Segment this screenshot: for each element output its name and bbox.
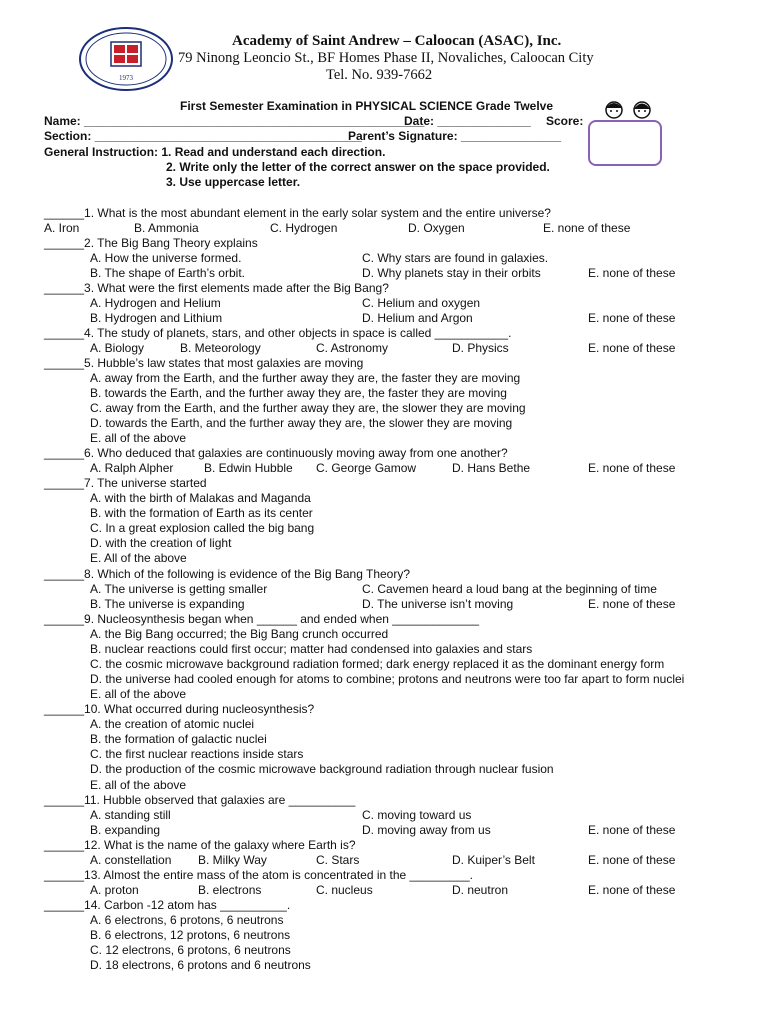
question-item[interactable]: ______6. Who deduced that galaxies are continuously moving away from one another? [44,446,508,460]
answer-option: D. neutron [452,883,509,897]
question-item[interactable]: ______13. Almost the entire mass of the atom is concentrated in the _________. [44,868,473,882]
answer-option: C. the cosmic microwave background radiation formed; dark energy replaced it as the dominant energy form [90,657,665,671]
answer-option: A. away from the Earth, and the further away they are, the faster they are moving [90,371,521,385]
instruction-1: General Instruction: 1. Read and understand each direction. [44,145,386,159]
answer-option: B. 6 electrons, 12 protons, 6 neutrons [90,928,291,942]
answer-option: D. The universe isn’t moving [362,597,514,611]
answer-option: A. the Big Bang occurred; the Big Bang crunch occurred [90,627,389,641]
answer-option: E. All of the above [90,551,187,565]
score-box[interactable] [588,120,662,166]
question-item[interactable]: ______1. What is the most abundant element in the early solar system and the entire universe? [44,206,551,220]
answer-option: A. The universe is getting smaller [90,582,268,596]
answer-option: C. George Gamow [316,461,417,475]
name-field[interactable]: Name: ___________________________________________________ [44,114,425,128]
instruction-2: 2. Write only the letter of the correct answer on the space provided. [166,160,550,174]
answer-option: C. Cavemen heard a loud bang at the beginning of time [362,582,657,596]
answer-option: E. none of these [588,823,676,837]
exam-title: First Semester Examination in PHYSICAL SCIENCE Grade Twelve [180,99,554,113]
question-item[interactable]: ______11. Hubble observed that galaxies are __________ [44,793,356,807]
school-logo [78,26,174,92]
answer-option: D. with the creation of light [90,536,232,550]
answer-option: C. Helium and oxygen [362,296,481,310]
parent-signature-field[interactable]: Parent’s Signature: _______________ [348,129,562,143]
answer-option: C. the first nuclear reactions inside stars [90,747,304,761]
answer-option: E. none of these [588,461,676,475]
question-item[interactable]: ______4. The study of planets, stars, and other objects in space is called ___________. [44,326,512,340]
answer-option: A. Biology [90,341,145,355]
answer-option: B. Hydrogen and Lithium [90,311,223,325]
question-item[interactable]: ______9. Nucleosynthesis began when ______ and ended when _____________ [44,612,480,626]
answer-option: E. none of these [588,597,676,611]
logo-year: 1973 [119,74,133,82]
question-item[interactable]: ______7. The universe started [44,476,207,490]
answer-option: E. none of these [543,221,631,235]
answer-option: D. moving away from us [362,823,491,837]
question-item[interactable]: ______12. What is the name of the galaxy where Earth is? [44,838,356,852]
question-item[interactable]: ______8. Which of the following is evidence of the Big Bang Theory? [44,567,411,581]
answer-option: A. proton [90,883,139,897]
answer-option: A. Ralph Alpher [90,461,174,475]
answer-option: A. constellation [90,853,172,867]
question-item[interactable]: ______3. What were the first elements made after the Big Bang? [44,281,389,295]
answer-option: B. Meteorology [180,341,261,355]
answer-option: C. In a great explosion called the big bang [90,521,315,535]
question-item[interactable]: ______2. The Big Bang Theory explains [44,236,258,250]
school-name: Academy of Saint Andrew – Caloocan (ASAC), Inc. [232,33,562,49]
answer-option: D. Hans Bethe [452,461,531,475]
answer-option: C. 12 electrons, 6 protons, 6 neutrons [90,943,291,957]
answer-option: B. Ammonia [134,221,199,235]
answer-option: D. Why planets stay in their orbits [362,266,541,280]
answer-option: B. The universe is expanding [90,597,245,611]
answer-option: E. all of the above [90,431,187,445]
answer-option: B. the formation of galactic nuclei [90,732,267,746]
answer-option: D. the production of the cosmic microwave background radiation through nuclear fusion [90,762,554,776]
school-address: 79 Ninong Leoncio St., BF Homes Phase II, Novaliches, Caloocan City [178,50,594,66]
answer-option: E. all of the above [90,687,187,701]
answer-option: A. Hydrogen and Helium [90,296,221,310]
answer-option: B. with the formation of Earth as its center [90,506,313,520]
answer-option: C. moving toward us [362,808,472,822]
answer-option: D. the universe had cooled enough for atoms to combine; protons and neutrons were too far apart to form nuclei [90,672,685,686]
answer-option: C. Astronomy [316,341,389,355]
answer-option: D. Oxygen [408,221,465,235]
question-item[interactable]: ______14. Carbon -12 atom has __________. [44,898,291,912]
answer-option: D. Helium and Argon [362,311,473,325]
school-telephone: Tel. No. 939-7662 [326,67,433,83]
answer-option: C. nucleus [316,883,373,897]
answer-option: D. 18 electrons, 6 protons and 6 neutrons [90,958,311,972]
answer-option: E. none of these [588,311,676,325]
answer-option: B. nuclear reactions could first occur; matter had condensed into galaxies and stars [90,642,533,656]
date-field[interactable]: Date: ______________ [404,114,531,128]
answer-option: C. Stars [316,853,360,867]
instruction-3: 3. Use uppercase letter. [166,175,301,189]
section-field[interactable]: Section: ________________________________________ [44,129,362,143]
answer-option: D. towards the Earth, and the further away they are, the slower they are moving [90,416,513,430]
answer-option: E. none of these [588,341,676,355]
answer-option: E. none of these [588,853,676,867]
answer-option: A. the creation of atomic nuclei [90,717,255,731]
answer-option: B. electrons [198,883,262,897]
answer-option: C. Why stars are found in galaxies. [362,251,549,265]
answer-option: B. The shape of Earth’s orbit. [90,266,245,280]
answer-option: E. none of these [588,883,676,897]
children-illustration [598,98,660,120]
answer-option: B. Edwin Hubble [204,461,293,475]
answer-option: B. Milky Way [198,853,267,867]
answer-option: A. with the birth of Malakas and Maganda [90,491,311,505]
answer-option: A. standing still [90,808,171,822]
answer-option: B. expanding [90,823,161,837]
answer-option: E. none of these [588,266,676,280]
score-label: Score: [546,114,584,128]
answer-option: A. Iron [44,221,80,235]
answer-option: C. away from the Earth, and the further away they are, the slower they are moving [90,401,526,415]
answer-option: E. all of the above [90,778,187,792]
answer-option: D. Kuiper’s Belt [452,853,535,867]
answer-option: A. 6 electrons, 6 protons, 6 neutrons [90,913,284,927]
answer-option: C. Hydrogen [270,221,338,235]
question-item[interactable]: ______10. What occurred during nucleosynthesis? [44,702,315,716]
answer-option: A. How the universe formed. [90,251,242,265]
answer-option: B. towards the Earth, and the further away they are, the faster they are moving [90,386,507,400]
question-item[interactable]: ______5. Hubble’s law states that most galaxies are moving [44,356,364,370]
answer-option: D. Physics [452,341,509,355]
